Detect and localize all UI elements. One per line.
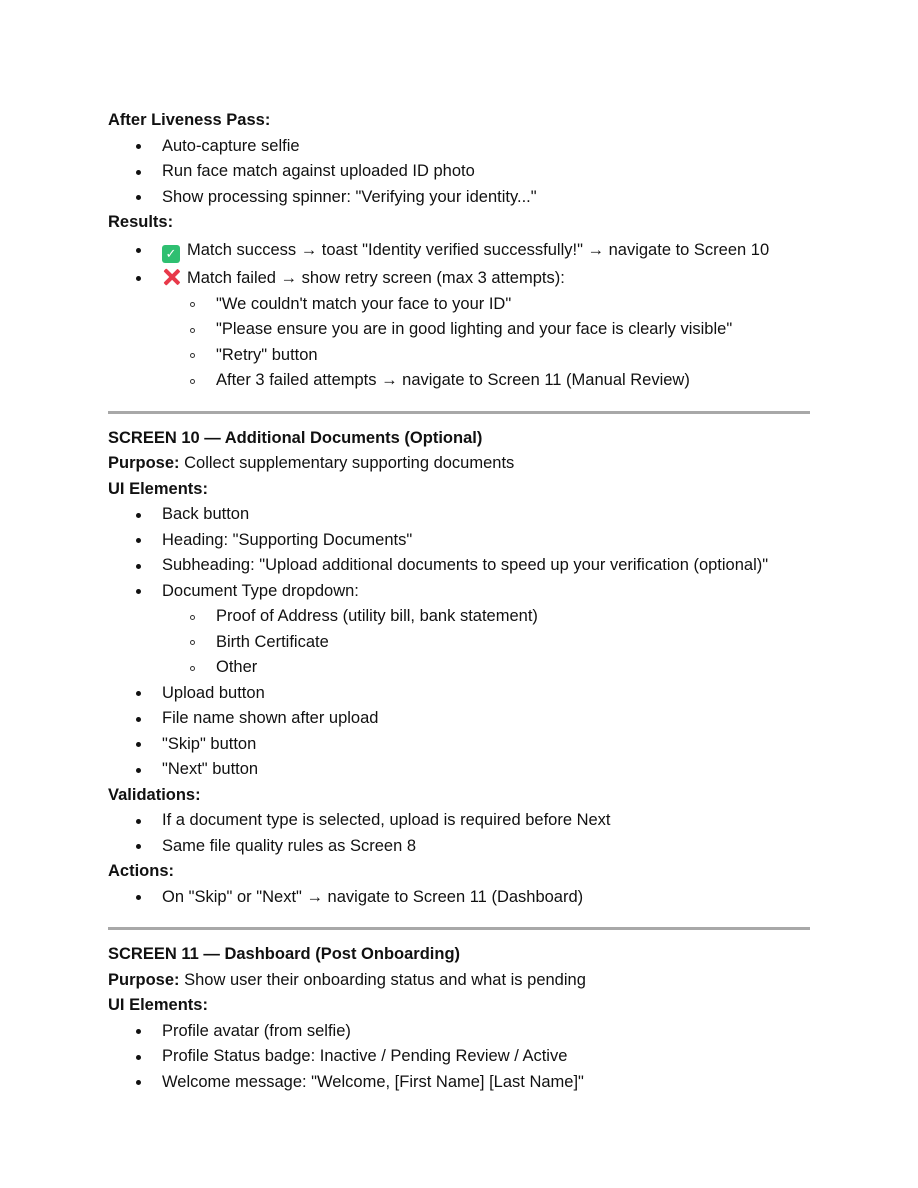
result-failure-item: [108, 264, 813, 292]
failure-sublist: [108, 292, 813, 394]
screen10-purpose: [108, 451, 813, 477]
cross-mark-icon: [162, 268, 180, 286]
list-item: Profile avatar (from selfie): [108, 1019, 813, 1045]
sub-list-item: "Please ensure you are in good lighting and your face is clearly visible": [108, 317, 813, 343]
result-failure-text: Match failed → show retry screen (max 3 attempts):: [187, 268, 565, 287]
screen11-title: SCREEN 11 — Dashboard (Post Onboarding): [108, 945, 461, 963]
section-divider: [108, 411, 810, 414]
screen10-ui-list-cont: [108, 681, 813, 783]
results-list: [108, 236, 813, 292]
sub-list-item: Birth Certificate: [108, 630, 813, 656]
document-content: [108, 108, 813, 1095]
purpose-text: Collect supplementary supporting documents: [184, 454, 515, 472]
list-item: Heading: "Supporting Documents": [108, 528, 813, 554]
purpose-text: Show user their onboarding status and what is pending: [184, 970, 586, 989]
screen11-ui-list: [108, 1019, 813, 1096]
sub-list-item: "We couldn't match your face to your ID": [108, 292, 813, 318]
screen11-ui-heading: UI Elements:: [108, 996, 208, 1014]
validations-heading: Validations:: [108, 785, 201, 804]
doc-type-options: [108, 604, 813, 681]
actions-list: [108, 885, 813, 911]
screen11-purpose: [108, 968, 813, 994]
result-success-text: Match success → toast "Identity verified successfully!" → navigate to Screen 10: [187, 240, 770, 259]
list-item: "Next" button: [108, 757, 813, 783]
list-item: Subheading: "Upload additional documents to speed up your verification (optional)": [108, 553, 813, 579]
validations-list: [108, 808, 813, 859]
screen10-title: SCREEN 10 — Additional Documents (Optional): [108, 428, 483, 447]
sub-list-item: After 3 failed attempts → navigate to Screen 11 (Manual Review): [108, 368, 813, 394]
section-divider: [108, 927, 810, 930]
results-heading: Results:: [108, 213, 174, 231]
list-item: Auto-capture selfie: [108, 134, 813, 160]
list-item: File name shown after upload: [108, 706, 813, 732]
sub-list-item: Other: [108, 655, 813, 681]
purpose-label: Purpose:: [108, 454, 180, 472]
list-item: Upload button: [108, 681, 813, 707]
list-item: If a document type is selected, upload is required before Next: [108, 808, 813, 834]
check-mark-icon: ✓: [162, 245, 180, 263]
result-success-item: [108, 236, 813, 264]
list-item: Back button: [108, 502, 813, 528]
list-item: On "Skip" or "Next" → navigate to Screen 11 (Dashboard): [108, 885, 813, 911]
list-item: Show processing spinner: "Verifying your identity...": [108, 185, 813, 211]
screen10-ui-list: [108, 502, 813, 604]
liveness-heading: After Liveness Pass:: [108, 111, 271, 129]
purpose-label: Purpose:: [108, 970, 180, 989]
screen10-ui-heading: UI Elements:: [108, 479, 208, 498]
list-item: Welcome message: "Welcome, [First Name] [Last Name]": [108, 1070, 813, 1096]
sub-list-item: "Retry" button: [108, 343, 813, 369]
liveness-list: [108, 134, 813, 211]
list-item: Document Type dropdown:: [108, 579, 813, 605]
list-item: Run face match against uploaded ID photo: [108, 159, 813, 185]
list-item: Profile Status badge: Inactive / Pending Review / Active: [108, 1044, 813, 1070]
list-item: "Skip" button: [108, 732, 813, 758]
list-item: Same file quality rules as Screen 8: [108, 834, 813, 860]
actions-heading: Actions:: [108, 862, 174, 880]
sub-list-item: Proof of Address (utility bill, bank statement): [108, 604, 813, 630]
